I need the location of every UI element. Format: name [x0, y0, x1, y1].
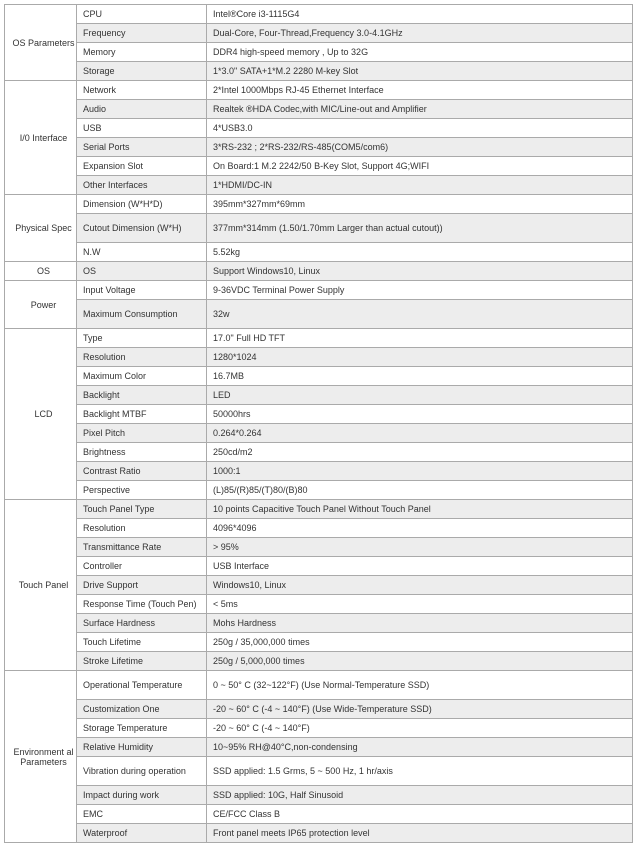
spec-row — [5, 443, 633, 462]
spec-value: 32w — [207, 300, 633, 329]
spec-value: -20 ~ 60° C (-4 ~ 140°F) (Use Wide-Temperature SSD) — [207, 700, 633, 719]
spec-value: 1*3.0" SATA+1*M.2 2280 M-key Slot — [207, 62, 633, 81]
spec-row — [5, 100, 633, 119]
spec-row — [5, 500, 633, 519]
spec-value: Realtek ®HDA Codec,with MIC/Line-out and Amplifier — [207, 100, 633, 119]
section-category: Power — [5, 281, 77, 329]
spec-value: Dual-Core, Four-Thread,Frequency 3.0-4.1GHz — [207, 24, 633, 43]
spec-label: Storage — [77, 62, 207, 81]
spec-value: SSD applied: 1.5 Grms, 5 ~ 500 Hz, 1 hr/axis — [207, 757, 633, 786]
spec-row — [5, 614, 633, 633]
spec-label: Type — [77, 329, 207, 348]
spec-label: Resolution — [77, 519, 207, 538]
spec-value: DDR4 high-speed memory , Up to 32G — [207, 43, 633, 62]
section-category: Physical Spec — [5, 195, 77, 262]
spec-label: Cutout Dimension (W*H) — [77, 214, 207, 243]
spec-value: 5.52kg — [207, 243, 633, 262]
spec-label: Audio — [77, 100, 207, 119]
spec-row — [5, 138, 633, 157]
spec-value: Mohs Hardness — [207, 614, 633, 633]
spec-value: 9-36VDC Terminal Power Supply — [207, 281, 633, 300]
spec-value: CE/FCC Class B — [207, 805, 633, 824]
spec-value: -20 ~ 60° C (-4 ~ 140°F) — [207, 719, 633, 738]
spec-row — [5, 386, 633, 405]
spec-label: USB — [77, 119, 207, 138]
spec-row — [5, 738, 633, 757]
spec-value: 4096*4096 — [207, 519, 633, 538]
spec-table-body — [5, 5, 633, 843]
spec-label: Touch Panel Type — [77, 500, 207, 519]
spec-row — [5, 367, 633, 386]
spec-label: Relative Humidity — [77, 738, 207, 757]
spec-label: Perspective — [77, 481, 207, 500]
section-category: LCD — [5, 329, 77, 500]
spec-value: Windows10, Linux — [207, 576, 633, 595]
spec-row — [5, 652, 633, 671]
spec-value: Front panel meets IP65 protection level — [207, 824, 633, 843]
spec-row — [5, 576, 633, 595]
spec-value: 17.0" Full HD TFT — [207, 329, 633, 348]
spec-value: On Board:1 M.2 2242/50 B-Key Slot, Support 4G;WIFI — [207, 157, 633, 176]
spec-value: 1280*1024 — [207, 348, 633, 367]
spec-row — [5, 243, 633, 262]
spec-label: Maximum Consumption — [77, 300, 207, 329]
spec-row — [5, 424, 633, 443]
spec-row — [5, 405, 633, 424]
spec-value: < 5ms — [207, 595, 633, 614]
spec-row — [5, 719, 633, 738]
spec-label: Operational Temperature — [77, 671, 207, 700]
spec-label: Stroke Lifetime — [77, 652, 207, 671]
spec-label: Network — [77, 81, 207, 100]
spec-label: Storage Temperature — [77, 719, 207, 738]
spec-row — [5, 62, 633, 81]
spec-label: N.W — [77, 243, 207, 262]
section-category: I/0 Interface — [5, 81, 77, 195]
spec-value: 250g / 35,000,000 times — [207, 633, 633, 652]
spec-value: 10~95% RH@40°C,non-condensing — [207, 738, 633, 757]
spec-row — [5, 176, 633, 195]
spec-label: Backlight MTBF — [77, 405, 207, 424]
section-category: OS Parameters — [5, 5, 77, 81]
spec-row — [5, 281, 633, 300]
spec-label: CPU — [77, 5, 207, 24]
spec-row — [5, 757, 633, 786]
spec-label: Serial Ports — [77, 138, 207, 157]
section-category: Environment al Parameters — [5, 671, 77, 843]
spec-row — [5, 81, 633, 100]
spec-value: 4*USB3.0 — [207, 119, 633, 138]
spec-row — [5, 43, 633, 62]
spec-row — [5, 5, 633, 24]
spec-label: Input Voltage — [77, 281, 207, 300]
spec-label: Memory — [77, 43, 207, 62]
spec-label: Vibration during operation — [77, 757, 207, 786]
spec-row — [5, 786, 633, 805]
spec-value: USB Interface — [207, 557, 633, 576]
spec-label: Surface Hardness — [77, 614, 207, 633]
spec-value: 377mm*314mm (1.50/1.70mm Larger than actual cutout)) — [207, 214, 633, 243]
spec-value: 3*RS-232 ; 2*RS-232/RS-485(COM5/com6) — [207, 138, 633, 157]
spec-label: Transmittance Rate — [77, 538, 207, 557]
spec-value: 395mm*327mm*69mm — [207, 195, 633, 214]
spec-label: OS — [77, 262, 207, 281]
spec-value: 16.7MB — [207, 367, 633, 386]
spec-label: Pixel Pitch — [77, 424, 207, 443]
spec-value: 0.264*0.264 — [207, 424, 633, 443]
spec-row — [5, 214, 633, 243]
spec-label: Brightness — [77, 443, 207, 462]
spec-label: Contrast Ratio — [77, 462, 207, 481]
section-category: OS — [5, 262, 77, 281]
spec-row — [5, 671, 633, 700]
spec-label: Controller — [77, 557, 207, 576]
spec-label: Expansion Slot — [77, 157, 207, 176]
spec-row — [5, 195, 633, 214]
spec-row — [5, 157, 633, 176]
spec-label: Touch Lifetime — [77, 633, 207, 652]
spec-row — [5, 519, 633, 538]
spec-row — [5, 262, 633, 281]
spec-label: Dimension (W*H*D) — [77, 195, 207, 214]
spec-value: 250cd/m2 — [207, 443, 633, 462]
spec-row — [5, 633, 633, 652]
spec-row — [5, 300, 633, 329]
spec-label: Customization One — [77, 700, 207, 719]
spec-label: Backlight — [77, 386, 207, 405]
section-category: Touch Panel — [5, 500, 77, 671]
spec-value: Intel®Core i3-1115G4 — [207, 5, 633, 24]
spec-value: SSD applied: 10G, Half Sinusoid — [207, 786, 633, 805]
spec-row — [5, 595, 633, 614]
spec-value: 2*Intel 1000Mbps RJ-45 Ethernet Interface — [207, 81, 633, 100]
spec-row — [5, 538, 633, 557]
spec-value: 1*HDMI/DC-IN — [207, 176, 633, 195]
spec-value: 50000hrs — [207, 405, 633, 424]
spec-table — [4, 4, 633, 843]
spec-row — [5, 462, 633, 481]
spec-label: Waterproof — [77, 824, 207, 843]
spec-value: 1000:1 — [207, 462, 633, 481]
spec-value: 10 points Capacitive Touch Panel Without Touch Panel — [207, 500, 633, 519]
spec-label: Other Interfaces — [77, 176, 207, 195]
spec-row — [5, 700, 633, 719]
spec-label: Response Time (Touch Pen) — [77, 595, 207, 614]
spec-value: 250g / 5,000,000 times — [207, 652, 633, 671]
spec-label: Impact during work — [77, 786, 207, 805]
spec-label: Drive Support — [77, 576, 207, 595]
spec-row — [5, 329, 633, 348]
spec-label: Maximum Color — [77, 367, 207, 386]
spec-value: 0 ~ 50° C (32~122°F) (Use Normal-Temperature SSD) — [207, 671, 633, 700]
spec-row — [5, 24, 633, 43]
spec-value: LED — [207, 386, 633, 405]
spec-label: Resolution — [77, 348, 207, 367]
spec-value: > 95% — [207, 538, 633, 557]
spec-row — [5, 805, 633, 824]
spec-label: Frequency — [77, 24, 207, 43]
spec-row — [5, 557, 633, 576]
spec-value: (L)85/(R)85/(T)80/(B)80 — [207, 481, 633, 500]
spec-row — [5, 119, 633, 138]
spec-row — [5, 824, 633, 843]
spec-label: EMC — [77, 805, 207, 824]
spec-row — [5, 481, 633, 500]
spec-value: Support Windows10, Linux — [207, 262, 633, 281]
spec-row — [5, 348, 633, 367]
